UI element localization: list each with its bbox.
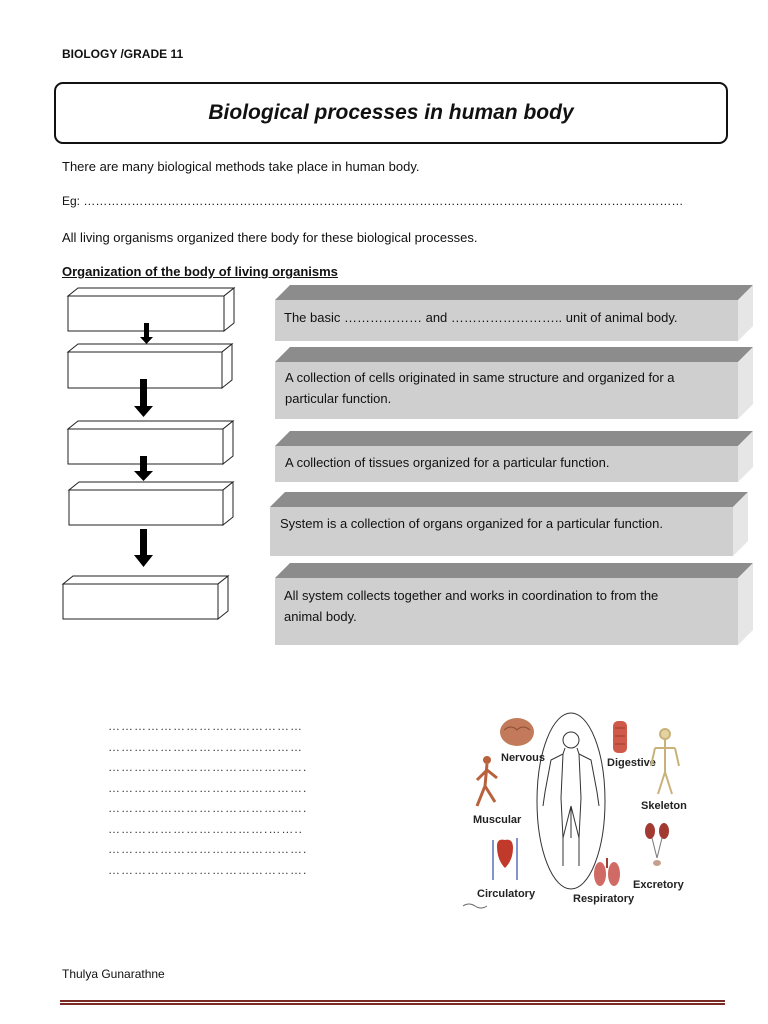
header-label: BIOLOGY /GRADE 11 <box>62 47 184 61</box>
description-text-1 <box>284 307 678 328</box>
label-digestive: Digestive <box>607 757 656 769</box>
kidney-icon <box>645 823 669 866</box>
answer-line[interactable]: ………………………………………. <box>108 801 308 815</box>
description-text-2 <box>285 367 675 409</box>
example-line: Eg: …………………………………………………………………………………………………………………………………… <box>62 194 684 208</box>
label-respiratory: Respiratory <box>573 893 635 905</box>
description-line: A collection of tissues organized for a particular function. <box>285 455 610 470</box>
answer-line[interactable]: ……………………………………… <box>108 719 303 733</box>
answer-line[interactable]: ……………………………………… <box>108 739 303 754</box>
footer-rule <box>60 1000 725 1005</box>
body-oval <box>537 713 605 889</box>
description-line: particular function. <box>285 391 392 406</box>
level-box-1 <box>68 288 234 331</box>
label-skeleton: Skeleton <box>641 800 687 812</box>
section-heading: Organization of the body of living organisms <box>62 264 338 279</box>
level-box-4 <box>69 482 233 525</box>
footer-author: Thulya Gunarathne <box>62 967 165 981</box>
page-title: Biological processes in human body <box>208 101 574 124</box>
answer-line[interactable]: ………………………………………. <box>108 862 308 877</box>
human-body-icon <box>543 732 599 866</box>
description-text-4 <box>280 513 663 534</box>
level-box-5 <box>63 576 228 619</box>
label-excretory: Excretory <box>633 879 684 891</box>
level-box-3 <box>68 421 233 464</box>
label-circulatory: Circulatory <box>477 888 536 900</box>
answer-lines <box>108 716 307 880</box>
body-systems-figure <box>457 688 700 913</box>
description-line: animal body. <box>284 609 357 624</box>
digestive-icon <box>613 721 627 753</box>
intro-line-1: There are many biological methods take place in human body. <box>62 159 420 174</box>
label-muscular: Muscular <box>473 814 522 826</box>
description-line: All system collects together and works in coordination to from the <box>284 588 659 603</box>
description-line: The basic ……………… and …………………….. unit of animal body. <box>284 310 678 325</box>
answer-line[interactable]: ……………………………….…….. <box>108 821 304 836</box>
heart-icon <box>493 838 517 880</box>
lungs-icon <box>594 858 620 886</box>
description-line: A collection of cells originated in same structure and organized for a <box>285 370 675 385</box>
watermark-mark <box>463 904 487 908</box>
answer-line[interactable]: ………………………………………. <box>108 842 308 856</box>
description-text-3 <box>285 452 609 473</box>
answer-line[interactable]: ………………………………………. <box>108 780 308 795</box>
label-nervous: Nervous <box>501 752 546 764</box>
description-text-5 <box>284 585 658 627</box>
brain-icon <box>500 718 534 746</box>
level-box-2 <box>68 344 232 388</box>
muscular-icon <box>477 756 497 806</box>
description-line: System is a collection of organs organized for a particular function. <box>280 516 663 531</box>
arrow-down-icon <box>134 529 153 567</box>
intro-line-3: All living organisms organized there body for these biological processes. <box>62 230 478 245</box>
answer-line[interactable]: ………………………………………. <box>108 760 308 774</box>
